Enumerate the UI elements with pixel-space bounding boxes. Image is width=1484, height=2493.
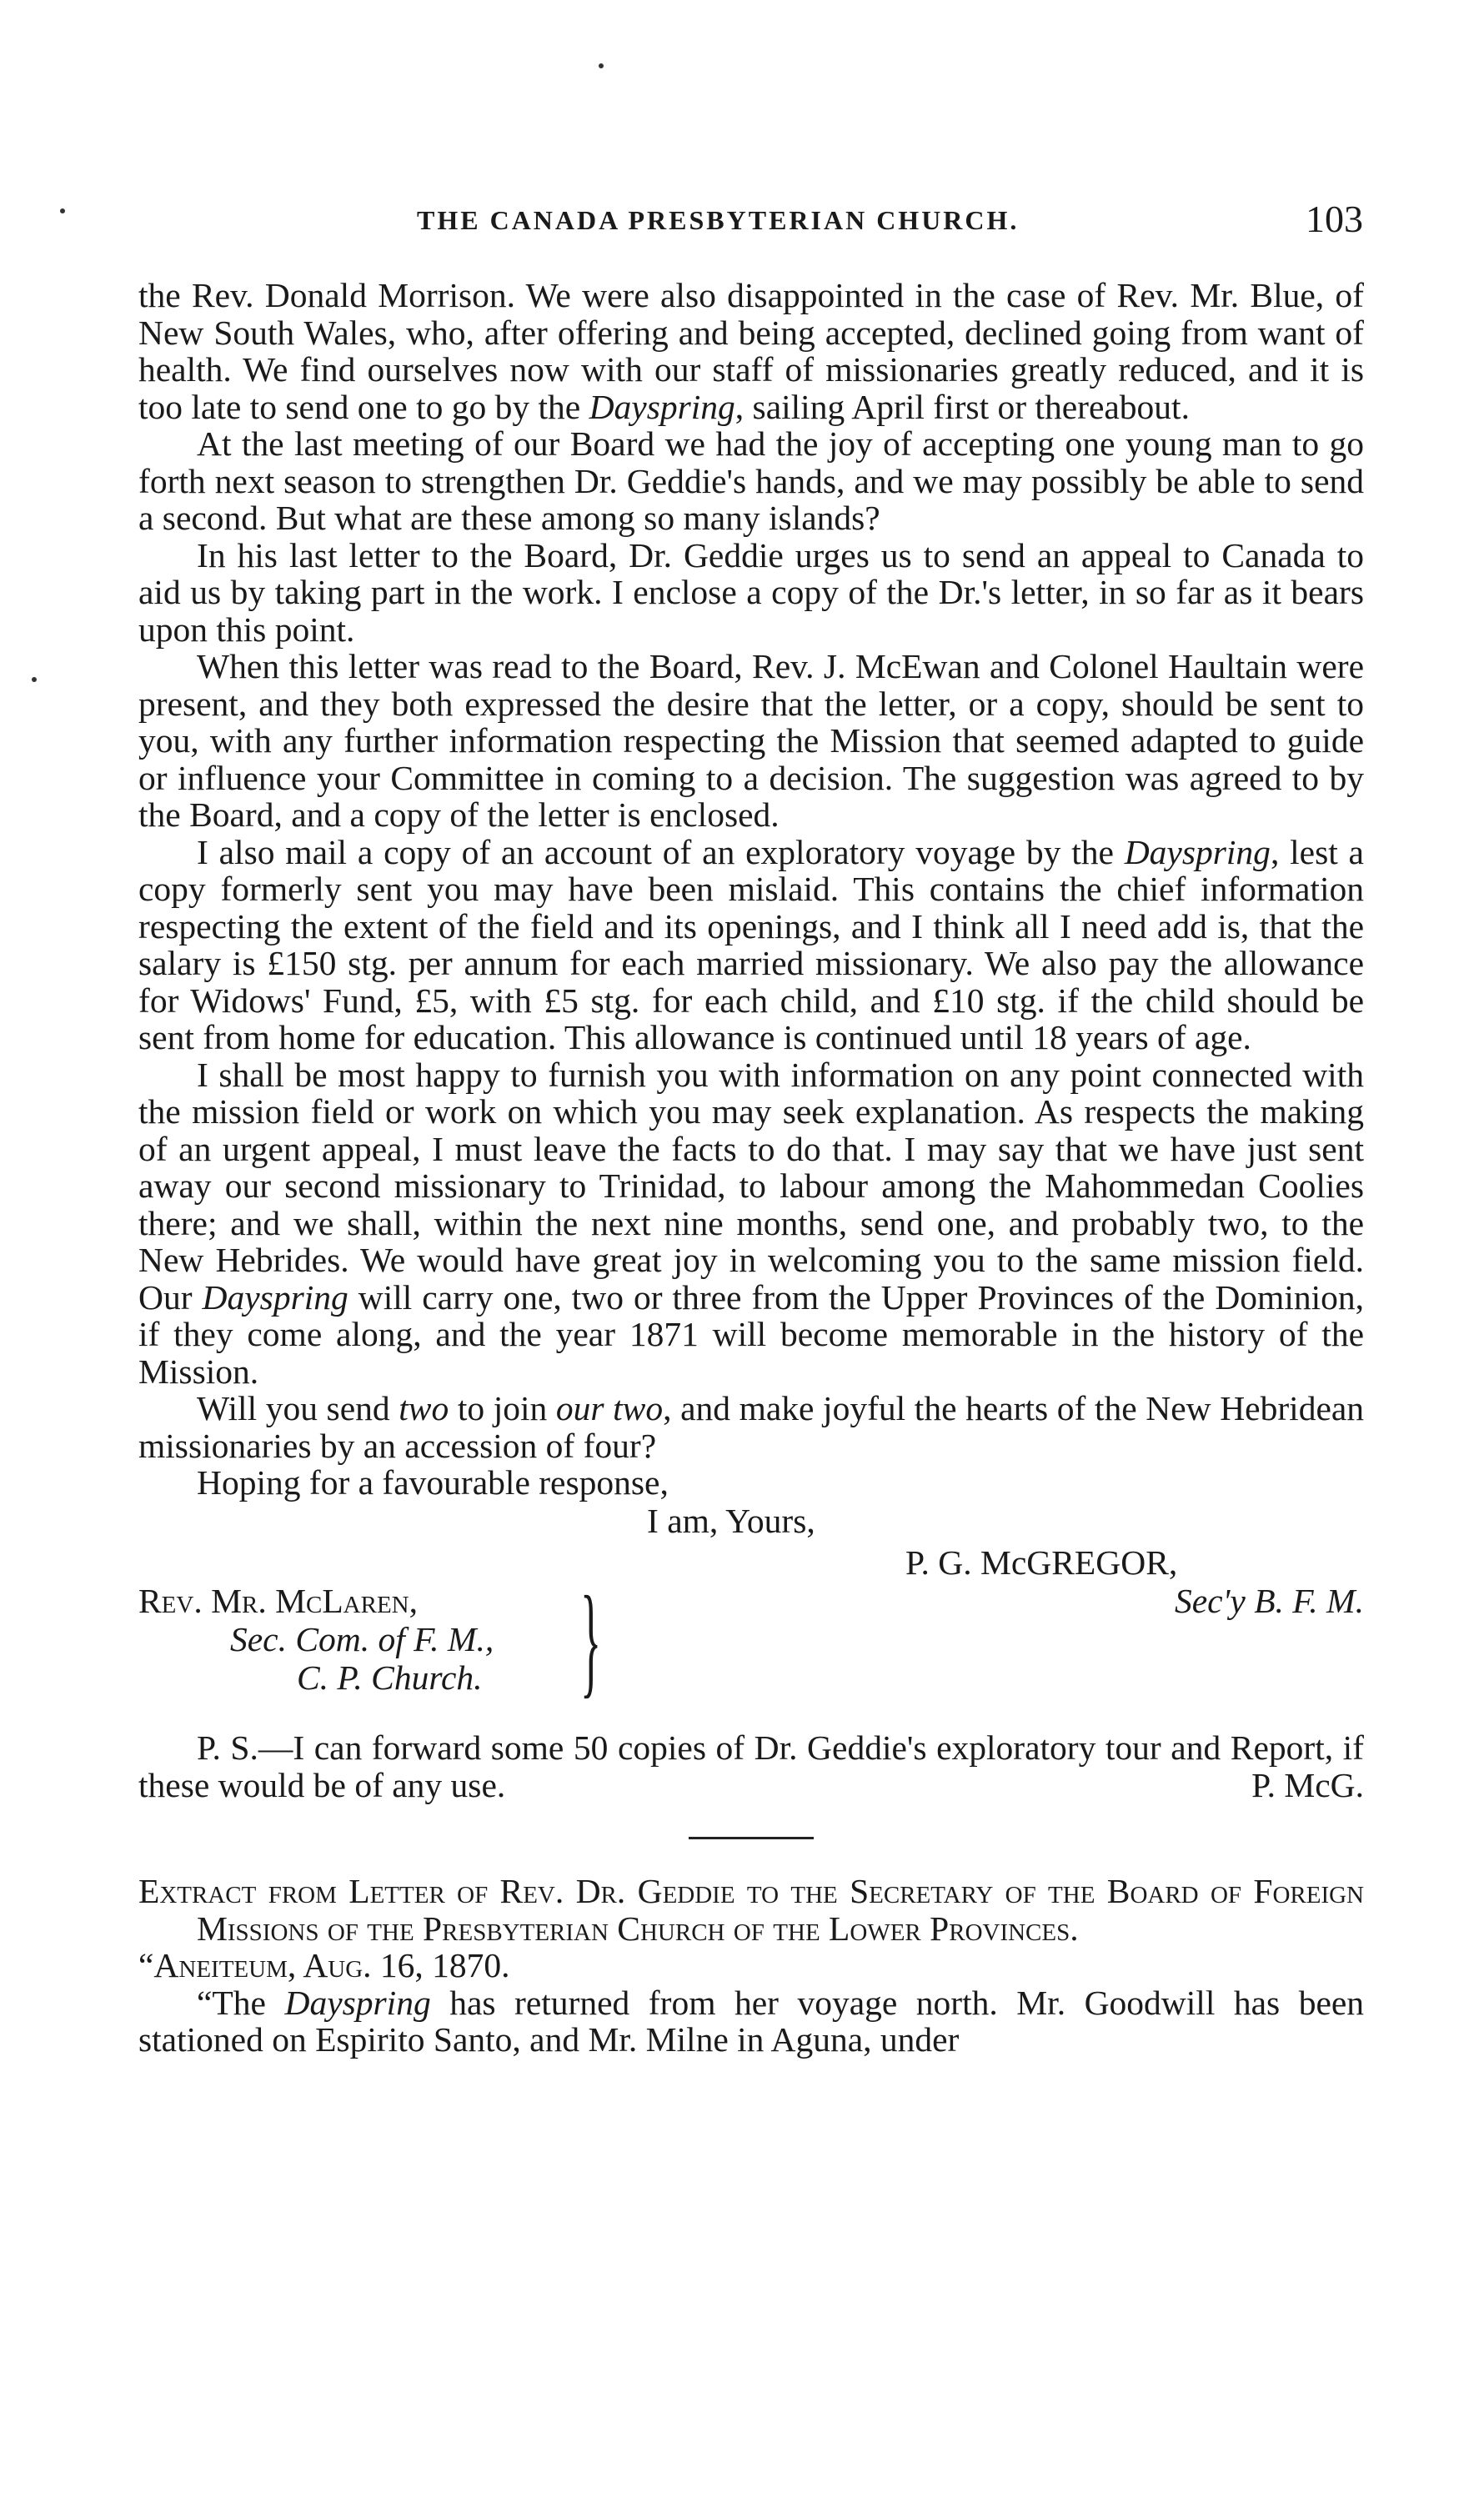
paragraph-7-text: Will you send: [197, 1389, 390, 1427]
paragraph-5-text: I also mail a copy of an account of an exploratory voyage by the: [197, 832, 1114, 871]
extract-text: “The: [197, 1983, 266, 2022]
emphasis-our-two: our two: [555, 1389, 664, 1427]
paragraph-6-end: will carry one, two or three from the Upper Provinces of the Dominion, if they come along, and the year 1871 will become memorable in the history of the Mission.: [138, 1277, 1365, 1391]
addressee-line-1: Sec. Com. of F. M.,: [230, 1620, 494, 1658]
paragraph-1: [138, 277, 1364, 425]
margin-speck: [599, 63, 604, 68]
brace-glyph: }: [580, 1571, 602, 1709]
closing-valediction: I am, Yours,: [647, 1502, 815, 1540]
signer-title: Sec'y B. F. M.: [1174, 1582, 1364, 1620]
section-divider: [689, 1837, 814, 1839]
paragraph-2: At the last meeting of our Board we had the joy of accepting one young man to go forth next season to strengthen Dr. Geddie's hands, and we may possibly be able to send a second. But what are these among so many islands?: [138, 424, 1364, 537]
margin-speck: [60, 208, 65, 213]
postscript: [138, 1729, 1364, 1803]
running-head: THE CANADA PRESBYTERIAN CHURCH.: [417, 205, 1020, 235]
ship-name: Dayspring: [284, 1983, 431, 2022]
ship-name: Dayspring: [202, 1277, 348, 1317]
page-body: [138, 277, 1364, 2059]
paragraph-7-end: , and make joyful the hearts of the New Hebridean missionaries by an accession of four?: [138, 1389, 1365, 1465]
page-number: 103: [1306, 198, 1363, 240]
addressee-line-2: C. P. Church.: [297, 1658, 483, 1697]
paragraph-5: [138, 834, 1364, 1056]
extract-dateline: “Aneiteum, Aug. 16, 1870.: [138, 1946, 510, 1984]
extract-paragraph: [138, 1984, 1364, 2059]
margin-speck: [32, 677, 37, 682]
addressee-name: Rev. Mr. McLaren,: [138, 1582, 418, 1620]
paragraph-7: [138, 1390, 1364, 1464]
extract-heading: Extract from Letter of Rev. Dr. Geddie to the Secretary of the Board of Foreign Missions of the Presbyterian Church of the Lower Provinces.: [138, 1872, 1364, 1948]
signer-name: P. G. McGREGOR,: [905, 1543, 1178, 1582]
closing-greeting: Hoping for a favourable response,: [197, 1463, 669, 1502]
postscript-text: P. S.—I can forward some 50 copies of Dr. Geddie's exploratory tour and Report, if these would be of any use.: [138, 1728, 1364, 1804]
paragraph-3: In his last letter to the Board, Dr. Geddie urges us to send an appeal to Canada to aid us by taking part in the work. I enclose a copy of the Dr.'s letter, in so far as it bears upon this point.: [138, 535, 1364, 649]
extract-text-end: has returned from her voyage north. Mr. Goodwill has been stationed on Espirito Santo, and Mr. Milne in Aguna, under: [138, 1983, 1365, 2059]
paragraph-1-end: , sailing April first or thereabout.: [734, 387, 1190, 426]
letter-closing: [138, 1464, 1364, 1729]
ship-name: Dayspring: [1124, 832, 1271, 871]
page-header: [417, 197, 1363, 247]
paragraph-1-text: the Rev. Donald Morrison. We were also disappointed in the case of Rev. Mr. Blue, of New South Wales, who, after offering and being accepted, declined going from want of health. We find ourselves now with our staff of missionaries greatly reduced, and it is too late to send one to go by the: [138, 276, 1364, 426]
ship-name: Dayspring: [589, 387, 735, 426]
postscript-signature: P. McG.: [1251, 1765, 1364, 1804]
paragraph-5-end: , lest a copy formerly sent you may have been mislaid. This contains the chief information respecting the extent of the field and its openings, and I think all I need add is, that the salary is £150 stg. per annum for each married missionary. We also pay the allowance for Widows' Fund, £5, with £5 stg. for each child, and £10 stg. if the child should be sent from home for education. This allowance is continued until 18 years of age.: [138, 832, 1364, 1056]
emphasis-two: two: [399, 1389, 449, 1427]
paragraph-4: When this letter was read to the Board, Rev. J. McEwan and Colonel Haultain were present, and they both expressed the desire that the letter, or a copy, should be sent to you, with any further information respecting the Mission that seemed adapted to guide or influence your Committee in coming to a decision. The suggestion was agreed to by the Board, and a copy of the letter is enclosed.: [138, 647, 1364, 834]
paragraph-6: [138, 1056, 1364, 1391]
paragraph-6-text: I shall be most happy to furnish you with information on any point connected with the mission field or work on which you may seek explanation. As respects the making of an urgent appeal, I must leave the facts to do that. I may say that we have just sent away our second missionary to Trinidad, to labour among the Mahommedan Coolies there; and we shall, within the next nine months, send one, and probably two, to the New Hebrides. We would have great joy in welcoming you to the same mission field. Our: [138, 1055, 1364, 1317]
paragraph-7-mid: to join: [457, 1389, 548, 1427]
